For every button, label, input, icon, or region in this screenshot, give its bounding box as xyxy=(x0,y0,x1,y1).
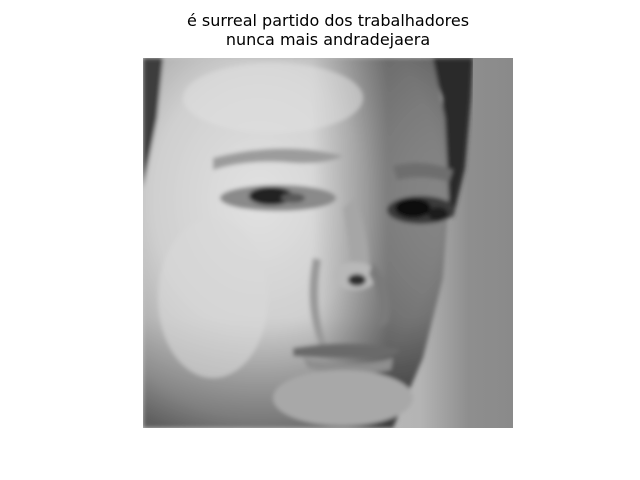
grayscale-face-image xyxy=(143,58,513,428)
face-photo-svg xyxy=(143,58,513,428)
chin xyxy=(273,370,413,426)
right-eye xyxy=(395,198,431,218)
title-line-1: é surreal partido dos trabalhadores xyxy=(186,11,470,30)
title-line-2: nunca mais andradejaera xyxy=(225,30,431,49)
nostril xyxy=(348,274,366,286)
forehead xyxy=(183,63,363,133)
figure-title xyxy=(0,11,640,49)
